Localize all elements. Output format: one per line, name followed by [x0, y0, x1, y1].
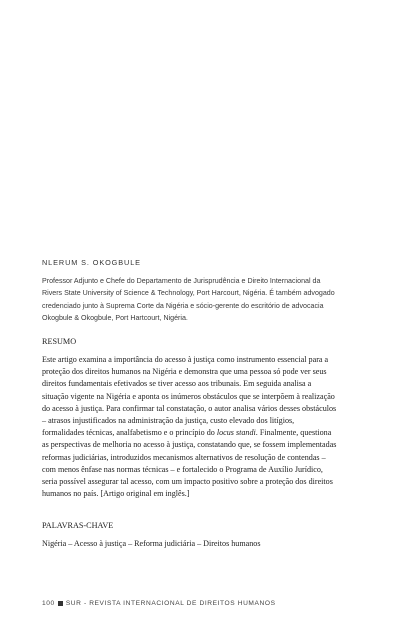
resumo-line: [42, 427, 367, 439]
resumo-line: reformas judiciárias, introduzidos mecanismos alternativos de resolução de contendas –: [42, 452, 326, 462]
author-name: NLERUM S. OKOGBULE: [42, 258, 141, 267]
resumo-body: [42, 354, 367, 500]
bio-line: Professor Adjunto e Chefe do Departamento de Jurisprudência e Direito Internacional da: [42, 277, 321, 285]
resumo-line: situação vigente na Nigéria e aponta os inúmeros obstáculos que se interpõem à realização: [42, 391, 335, 401]
resumo-line: – atrasos injustificados na administração da justiça, custo elevado dos litígios,: [42, 416, 295, 426]
resumo-line: Este artigo examina a importância do acesso à justiça como instrumento essencial para a: [42, 355, 329, 364]
locus-standi-term: locus standi: [216, 428, 256, 438]
keywords-list: Nigéria – Acesso à justiça – Reforma judiciária – Direitos humanos: [42, 539, 261, 548]
bio-line: Okogbule & Okogbule, Port Hartcourt, Nigéria.: [42, 313, 188, 322]
keywords-heading: PALAVRAS-CHAVE: [42, 521, 114, 530]
resumo-line: do acesso à justiça. Para confirmar tal constatação, o autor analisa vários desses obstáculos: [42, 403, 337, 413]
resumo-line: com menos ênfase nas normas técnicas – e fortalecido o Programa de Auxílio Jurídico,: [42, 464, 323, 474]
author-bio: [42, 275, 362, 324]
resumo-line: as perspectivas de melhoria no acesso à justiça, constatando que, se fossem implementadas: [42, 440, 337, 450]
resumo-line-part: . Finalmente, questiona: [255, 428, 332, 438]
journal-name: SUR - REVISTA INTERNACIONAL DE DIREITOS HUMANOS: [65, 600, 276, 607]
resumo-line-part: formalidades técnicas, analfabetismo e o princípio do: [42, 428, 217, 438]
resumo-line: proteção dos direitos humanos na Nigéria e demonstra que uma pessoa só pode ver seus: [42, 367, 327, 377]
resumo-line: seria possível assegurar tal acesso, com um impacto positivo sobre a proteção dos direitos: [42, 477, 333, 487]
bio-line: credenciado junto à Suprema Corte da Nigéria e sócio-gerente do escritório de advocacia: [42, 301, 324, 310]
resumo-heading: RESUMO: [42, 337, 77, 346]
resumo-line: direitos fundamentais efetivados se tiver acesso aos tribunais. Em seguida analisa a: [42, 379, 312, 389]
square-bullet-icon: [58, 601, 63, 606]
page-footer: [42, 600, 276, 607]
bio-line: Rivers State University of Science & Technology, Port Harcourt, Nigéria. É também advogado: [42, 289, 335, 298]
page-number: 100: [42, 600, 55, 607]
resumo-line: humanos no país. [Artigo original em inglês.]: [42, 489, 190, 499]
